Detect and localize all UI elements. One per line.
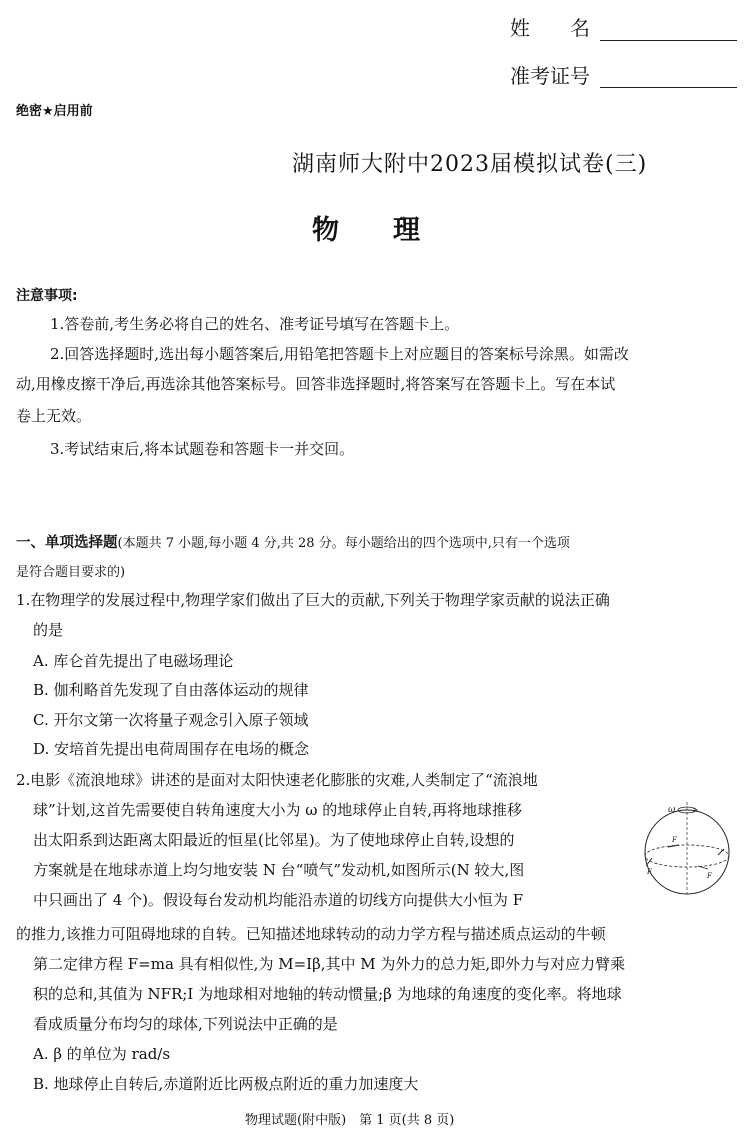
q2-line-2: 球”计划,这首先需要使自转角速度大小为 ω 的地球停止自转,再将地球推移 [33, 801, 522, 819]
section-1-note-cont: 是符合题目要求的) [16, 565, 126, 580]
secret-mark: 绝密★启用前 [16, 104, 93, 119]
q2-line-1: 2.电影《流浪地球》讲述的是面对太阳快速老化膨胀的灾难,人类制定了“流浪地 [16, 771, 538, 789]
q1-stem: 1.在物理学的发展过程中,物理学家们做出了巨大的贡献,下列关于物理学家贡献的说法正确 [16, 591, 610, 609]
engine-arrow-4 [698, 866, 708, 869]
force-label-3: F [707, 872, 712, 880]
section-1-heading-line [16, 531, 570, 552]
q2-line-6: 的推力,该推力可阻碍地球的自转。已知描述地球转动的动力学方程与描述质点运动的牛顿 [16, 925, 606, 943]
notice-item-2-end: 卷上无效。 [16, 407, 92, 425]
notice-item-2-cont: 动,用橡皮擦干净后,再选涂其他答案标号。回答非选择题时,将答案写在答题卡上。写在本试 [16, 375, 616, 393]
force-label-2: F [647, 868, 652, 876]
q2-line-9: 看成质量分布均匀的球体,下列说法中正确的是 [33, 1015, 338, 1033]
section-1-heading: 一、单项选择题 [16, 535, 118, 551]
name-fill-line [600, 40, 737, 41]
q2-line-8: 积的总和,其值为 NFR;I 为地球相对地轴的转动惯量;β 为地球的角速度的变化率。将地球 [33, 985, 622, 1003]
q2-line-3: 出太阳系到达距离太阳最近的恒星(比邻星)。为了使地球停止自转,设想的 [33, 831, 515, 849]
notice-item-2: 2.回答选择题时,选出每小题答案后,用铅笔把答题卡上对应题目的答案标号涂黑。如需改 [50, 345, 629, 363]
omega-label: ω [668, 805, 676, 815]
q1-option-c: C. 开尔文第一次将量子观念引入原子领域 [33, 711, 309, 729]
q2-option-a: A. β 的单位为 rad/s [33, 1045, 171, 1063]
notice-item-3: 3.考试结束后,将本试题卷和答题卡一并交回。 [50, 440, 355, 458]
q1-option-d: D. 安培首先提出电荷周围存在电场的概念 [33, 740, 310, 758]
exam-id-fill-line [600, 87, 737, 88]
force-label-1: F [672, 836, 677, 844]
q1-stem-cont: 的是 [33, 621, 64, 639]
earth-diagram [632, 798, 742, 898]
q2-option-b: B. 地球停止自转后,赤道附近比两极点附近的重力加速度大 [33, 1075, 419, 1093]
name-label: 姓 名 [510, 16, 590, 40]
page-footer: 物理试题(附中版) 第 1 页(共 8 页) [245, 1113, 455, 1128]
q2-line-4: 方案就是在地球赤道上均匀地安装 N 台“喷气”发动机,如图所示(N 较大,图 [33, 861, 525, 879]
exam-title: 湖南师大附中2023届模拟试卷(三) [292, 152, 648, 177]
notice-item-1: 1.答卷前,考生务必将自己的姓名、准考证号填写在答题卡上。 [50, 315, 460, 333]
section-1-note: (本题共 7 小题,每小题 4 分,共 28 分。每小题给出的四个选项中,只有一个选项 [117, 536, 570, 551]
engine-arrow-2 [718, 849, 724, 855]
q1-option-b: B. 伽利略首先发现了自由落体运动的规律 [33, 681, 309, 699]
q2-line-5: 中只画出了 4 个)。假设每台发动机均能沿赤道的切线方向提供大小恒为 F [33, 891, 524, 909]
notice-heading: 注意事项: [16, 288, 78, 304]
q1-option-a: A. 库仑首先提出了电磁场理论 [33, 652, 234, 670]
exam-id-label: 准考证号 [510, 64, 590, 88]
subject-title: 物 理 [312, 215, 420, 246]
q2-line-7: 第二定律方程 F=ma 具有相似性,为 M=Iβ,其中 M 为外力的总力矩,即外力与对应力臂乘 [33, 955, 626, 973]
